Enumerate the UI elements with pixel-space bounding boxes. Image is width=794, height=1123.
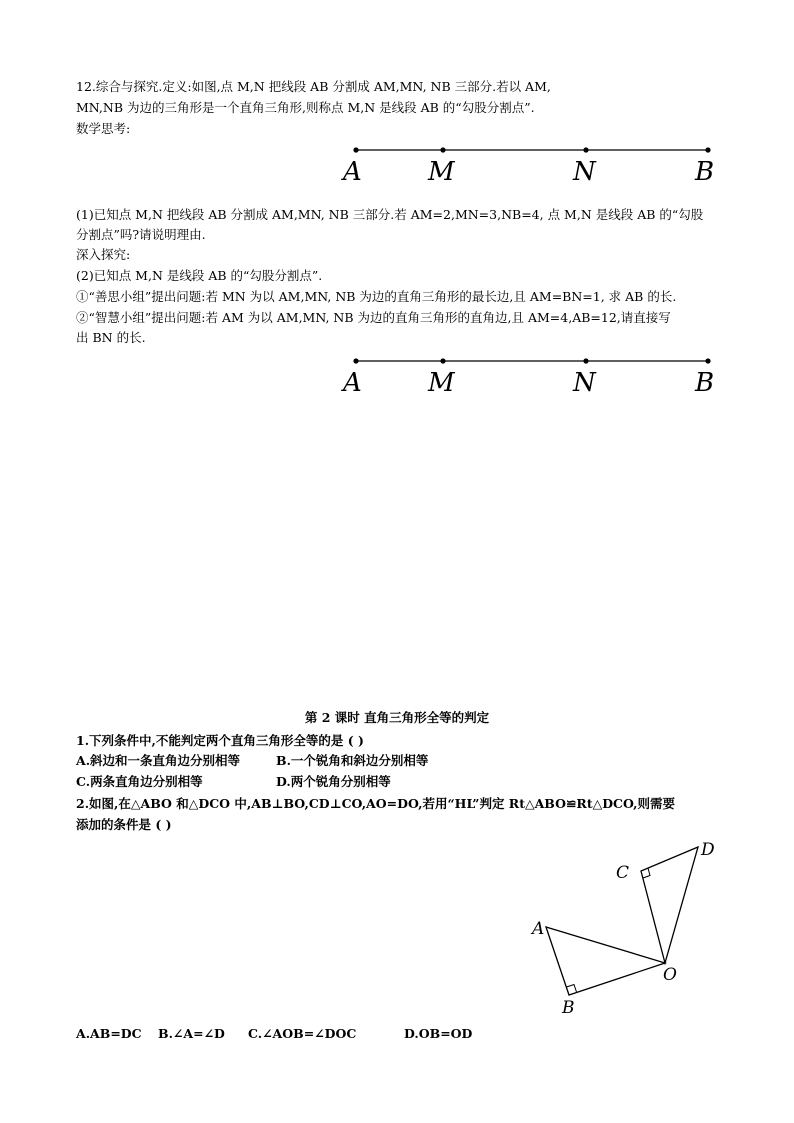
point-b xyxy=(705,147,710,152)
q1-option-c: C.两条直角边分别相等 xyxy=(76,774,203,789)
point-m xyxy=(440,147,445,152)
label-m: M xyxy=(428,157,455,187)
q1-option-d: D.两个锐角分别相等 xyxy=(276,774,391,789)
q2-option-b: B.∠A=∠D xyxy=(158,1026,225,1041)
fig-label-d: D xyxy=(701,840,715,860)
lesson-title: 第 2 课时 直角三角形全等的判定 xyxy=(304,710,490,725)
segment-figure-2 xyxy=(330,351,730,397)
problem12-q2a: ①“善思小组”提出问题:若 MN 为以 AM,MN, NB 为边的直角三角形的最长边,且 AM=BN=1, 求 AB 的长. xyxy=(76,289,677,304)
q1-option-b: B.一个锐角和斜边分别相等 xyxy=(276,753,429,768)
problem12-explore: 深入探究: xyxy=(76,247,131,262)
q1-option-a: A.斜边和一条直角边分别相等 xyxy=(76,753,241,768)
point-m xyxy=(440,358,445,363)
label-n: N xyxy=(573,157,596,187)
problem12-q1-line2: 分割点”吗?请说明理由. xyxy=(76,227,206,242)
point-a xyxy=(353,147,358,152)
problem12-q2: (2)已知点 M,N 是线段 AB 的“勾股分割点”. xyxy=(76,268,323,283)
label-a: A xyxy=(343,157,362,187)
problem12-q2b-line2: 出 BN 的长. xyxy=(76,330,146,345)
q2-option-c: C.∠AOB=∠DOC xyxy=(248,1026,357,1041)
problem12-line1: 12.综合与探究.定义:如图,点 M,N 把线段 AB 分割成 AM,MN, NB 三部分.若以 AM, xyxy=(76,79,551,94)
fig-label-o: O xyxy=(663,965,677,985)
segment-figure-1 xyxy=(330,140,730,186)
q2-option-a: A.AB=DC xyxy=(76,1026,142,1041)
q2-option-d: D.OB=OD xyxy=(404,1026,473,1041)
point-b xyxy=(705,358,710,363)
triangle-abo xyxy=(546,927,665,995)
label-b: B xyxy=(695,368,715,398)
fig-label-a: A xyxy=(532,919,545,939)
lesson-q1-options-row1 xyxy=(76,751,428,771)
triangles-figure xyxy=(520,835,740,1020)
problem12-q1-line1: (1)已知点 M,N 把线段 AB 分割成 AM,MN, NB 三部分.若 AM=2,MN=3,NB=4, 点 M,N 是线段 AB 的“勾股 xyxy=(76,207,704,222)
label-n: N xyxy=(573,368,596,398)
problem12-q2b-line1: ②“智慧小组”提出问题:若 AM 为以 AM,MN, NB 为边的直角三角形的直角边,且 AM=4,AB=12,请直接写 xyxy=(76,310,671,325)
label-b: B xyxy=(695,157,715,187)
lesson-q2-line2: 添加的条件是 ( ) xyxy=(76,817,172,832)
point-a xyxy=(353,358,358,363)
point-n xyxy=(583,358,588,363)
problem12-line2: MN,NB 为边的三角形是一个直角三角形,则称点 M,N 是线段 AB 的“勾股分割点”. xyxy=(76,100,535,115)
lesson-q1-options-row2 xyxy=(76,772,391,792)
point-n xyxy=(583,147,588,152)
label-a: A xyxy=(343,368,362,398)
lesson-q1-stem: 1.下列条件中,不能判定两个直角三角形全等的是 ( ) xyxy=(76,733,364,748)
lesson-q2-options xyxy=(76,1024,472,1044)
lesson-q2-line1: 2.如图,在△ABO 和△DCO 中,AB⊥BO,CD⊥CO,AO=DO,若用“HL”判定 Rt△ABO≌Rt△DCO,则需要 xyxy=(76,796,676,811)
fig-label-c: C xyxy=(616,863,630,883)
problem12-math-thinking: 数学思考: xyxy=(76,121,131,136)
label-m: M xyxy=(428,368,455,398)
triangle-dco xyxy=(641,847,698,963)
fig-label-b: B xyxy=(562,998,575,1018)
